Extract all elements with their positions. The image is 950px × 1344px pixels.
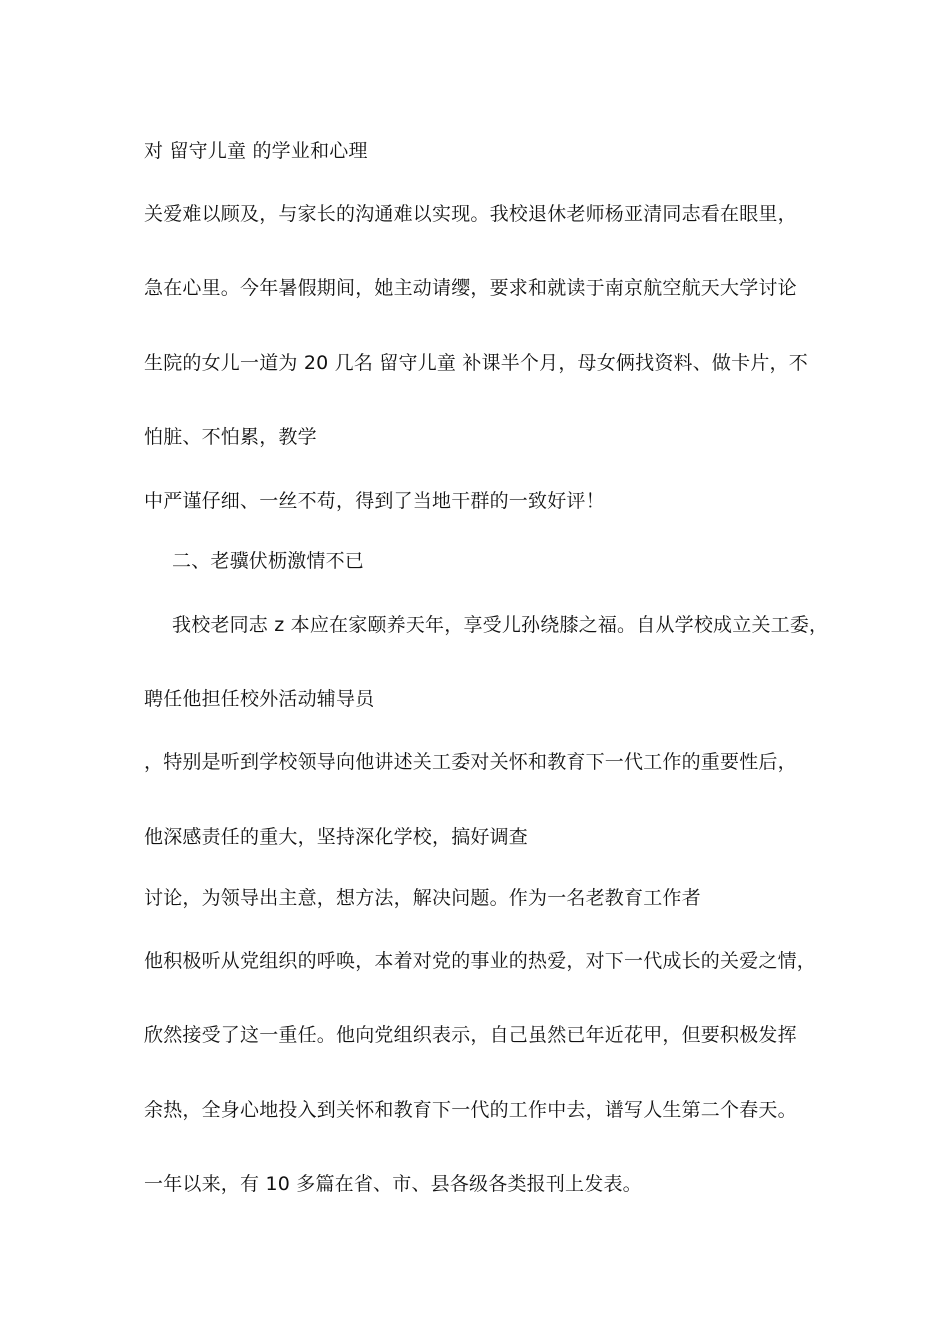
text-line: ，特别是听到学校领导向他讲述关工委对关怀和教育下一代工作的重要性后， <box>144 751 797 773</box>
text-line: 怕脏、不怕累，教学 <box>144 426 317 448</box>
text-line: 生院的女儿一道为 20 几名 留守儿童 补课半个月，母女俩找资料、做卡片，不 <box>144 352 808 374</box>
section-heading: 二、老骥伏枥激情不已 <box>172 550 365 572</box>
text-line: 他积极听从党组织的呼唤，本着对党的事业的热爱，对下一代成长的关爱之情， <box>144 950 817 972</box>
text-line: 余热，全身心地投入到关怀和教育下一代的工作中去，谱写人生第二个春天。 <box>144 1099 797 1121</box>
text-line: 对 留守儿童 的学业和心理 <box>144 140 368 162</box>
text-line: 我校老同志 z 本应在家颐养天年，享受儿孙绕膝之福。自从学校成立关工委， <box>172 614 829 636</box>
text-line: 关爱难以顾及，与家长的沟通难以实现。我校退休老师杨亚清同志看在眼里， <box>144 203 797 225</box>
text-line: 急在心里。今年暑假期间，她主动请缨，要求和就读于南京航空航天大学讨论 <box>144 277 797 299</box>
text-line: 讨论，为领导出主意，想方法，解决问题。作为一名老教育工作者 <box>144 887 701 909</box>
text-line: 欣然接受了这一重任。他向党组织表示，自己虽然已年近花甲，但要积极发挥 <box>144 1024 797 1046</box>
text-line: 他深感责任的重大，坚持深化学校，搞好调查 <box>144 826 529 848</box>
text-line: 一年以来，有 10 多篇在省、市、县各级各类报刊上发表。 <box>144 1173 642 1195</box>
text-line: 聘任他担任校外活动辅导员 <box>144 688 375 710</box>
text-line: 中严谨仔细、一丝不苟，得到了当地干群的一致好评！ <box>144 490 605 512</box>
